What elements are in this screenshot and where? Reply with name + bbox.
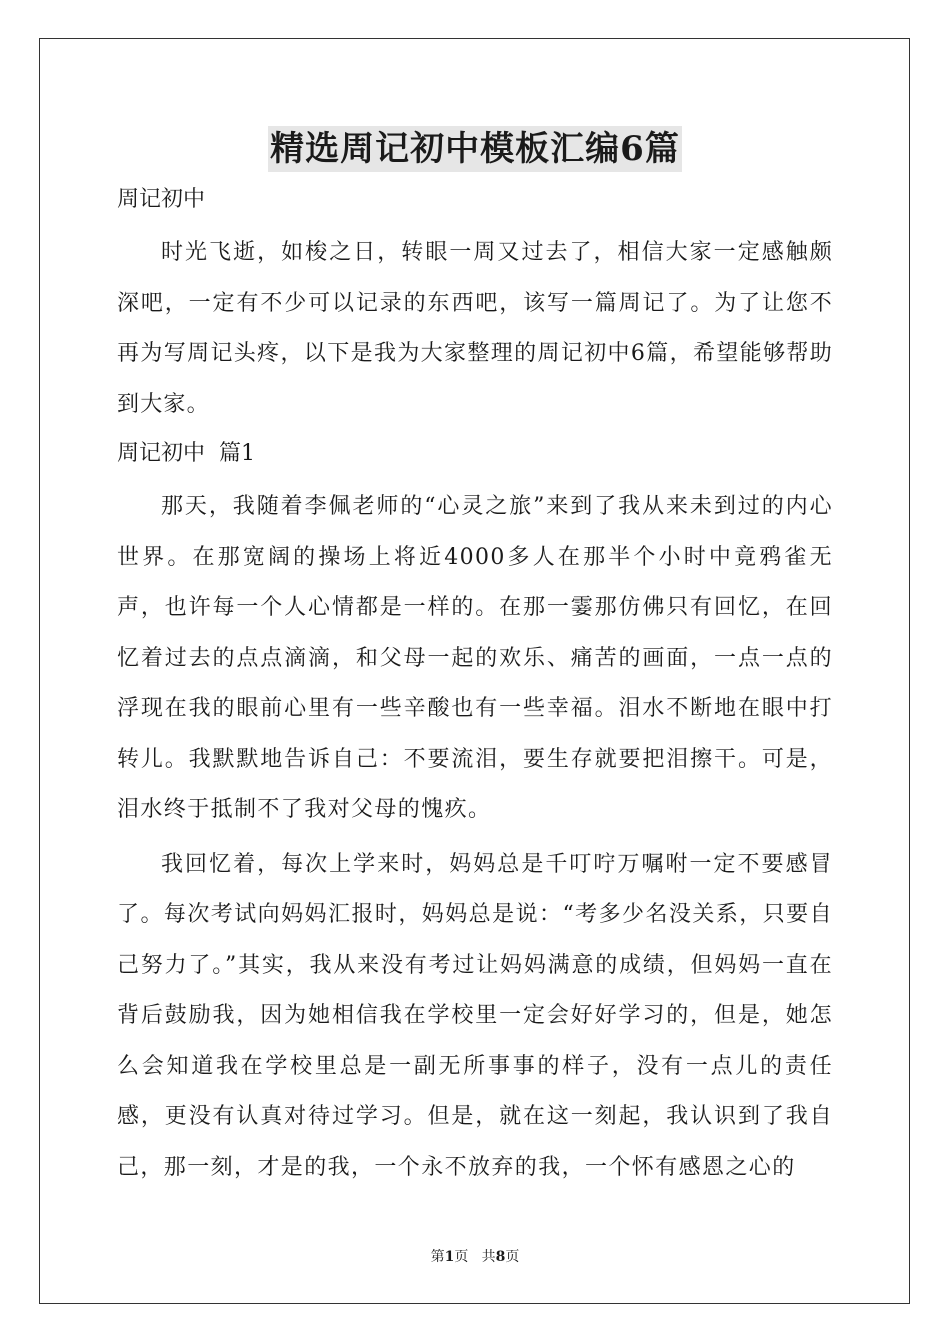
body-paragraph-1: 那天，我随着李佩老师的“心灵之旅”来到了我从来未到过的内心世界。在那宽阔的操场上将近4000多人在那半个小时中竟鸦雀无声，也许每一个人心情都是一样的。在那一霎那仿佛只有回忆，在回忆着过去的点点滴滴，和父母一起的欢乐、痛苦的画面，一点一点的浮现在我的眼前心里有一些辛酸也有一些幸福。泪水不断地在眼中打转儿。我默默地告诉自己：不要流泪，要生存就要把泪擦干。可是，泪水终于抵制不了我对父母的愧疚。 (117, 494, 833, 822)
document-body (117, 176, 833, 1193)
footer-total-pages: 8 (495, 1249, 506, 1265)
page-footer (0, 1247, 950, 1267)
title-container (0, 126, 950, 172)
section-heading: 周记初中 (117, 187, 206, 212)
article-heading: 周记初中 篇1 (117, 441, 255, 466)
footer-suffix: 页 (505, 1249, 520, 1265)
footer-current-page: 1 (444, 1249, 455, 1265)
footer-prefix: 第 (430, 1249, 445, 1265)
footer-mid: 页 共 (454, 1249, 496, 1265)
body-paragraph-2: 我回忆着，每次上学来时，妈妈总是千叮咛万嘱咐一定不要感冒了。每次考试向妈妈汇报时，妈妈总是说：“考多少名没关系，只要自己努力了。”其实，我从来没有考过让妈妈满意的成绩，但妈妈一直在背后鼓励我，因为她相信我在学校里一定会好好学习的，但是，她怎么会知道我在学校里总是一副无所事事的样子，没有一点儿的责任感，更没有认真对待过学习。但是，就在这一刻起，我认识到了我自己，那一刻，才是的我，一个永不放弃的我，一个怀有感恩之心的 (117, 851, 833, 1180)
document-title: 精选周记初中模板汇编6篇 (268, 126, 682, 172)
intro-paragraph: 时光飞逝，如梭之日，转眼一周又过去了，相信大家一定感触颇深吧，一定有不少可以记录的东西吧，该写一篇周记了。为了让您不再为写周记头疼，以下是我为大家整理的周记初中6篇，希望能够帮助到大家。 (117, 240, 833, 417)
